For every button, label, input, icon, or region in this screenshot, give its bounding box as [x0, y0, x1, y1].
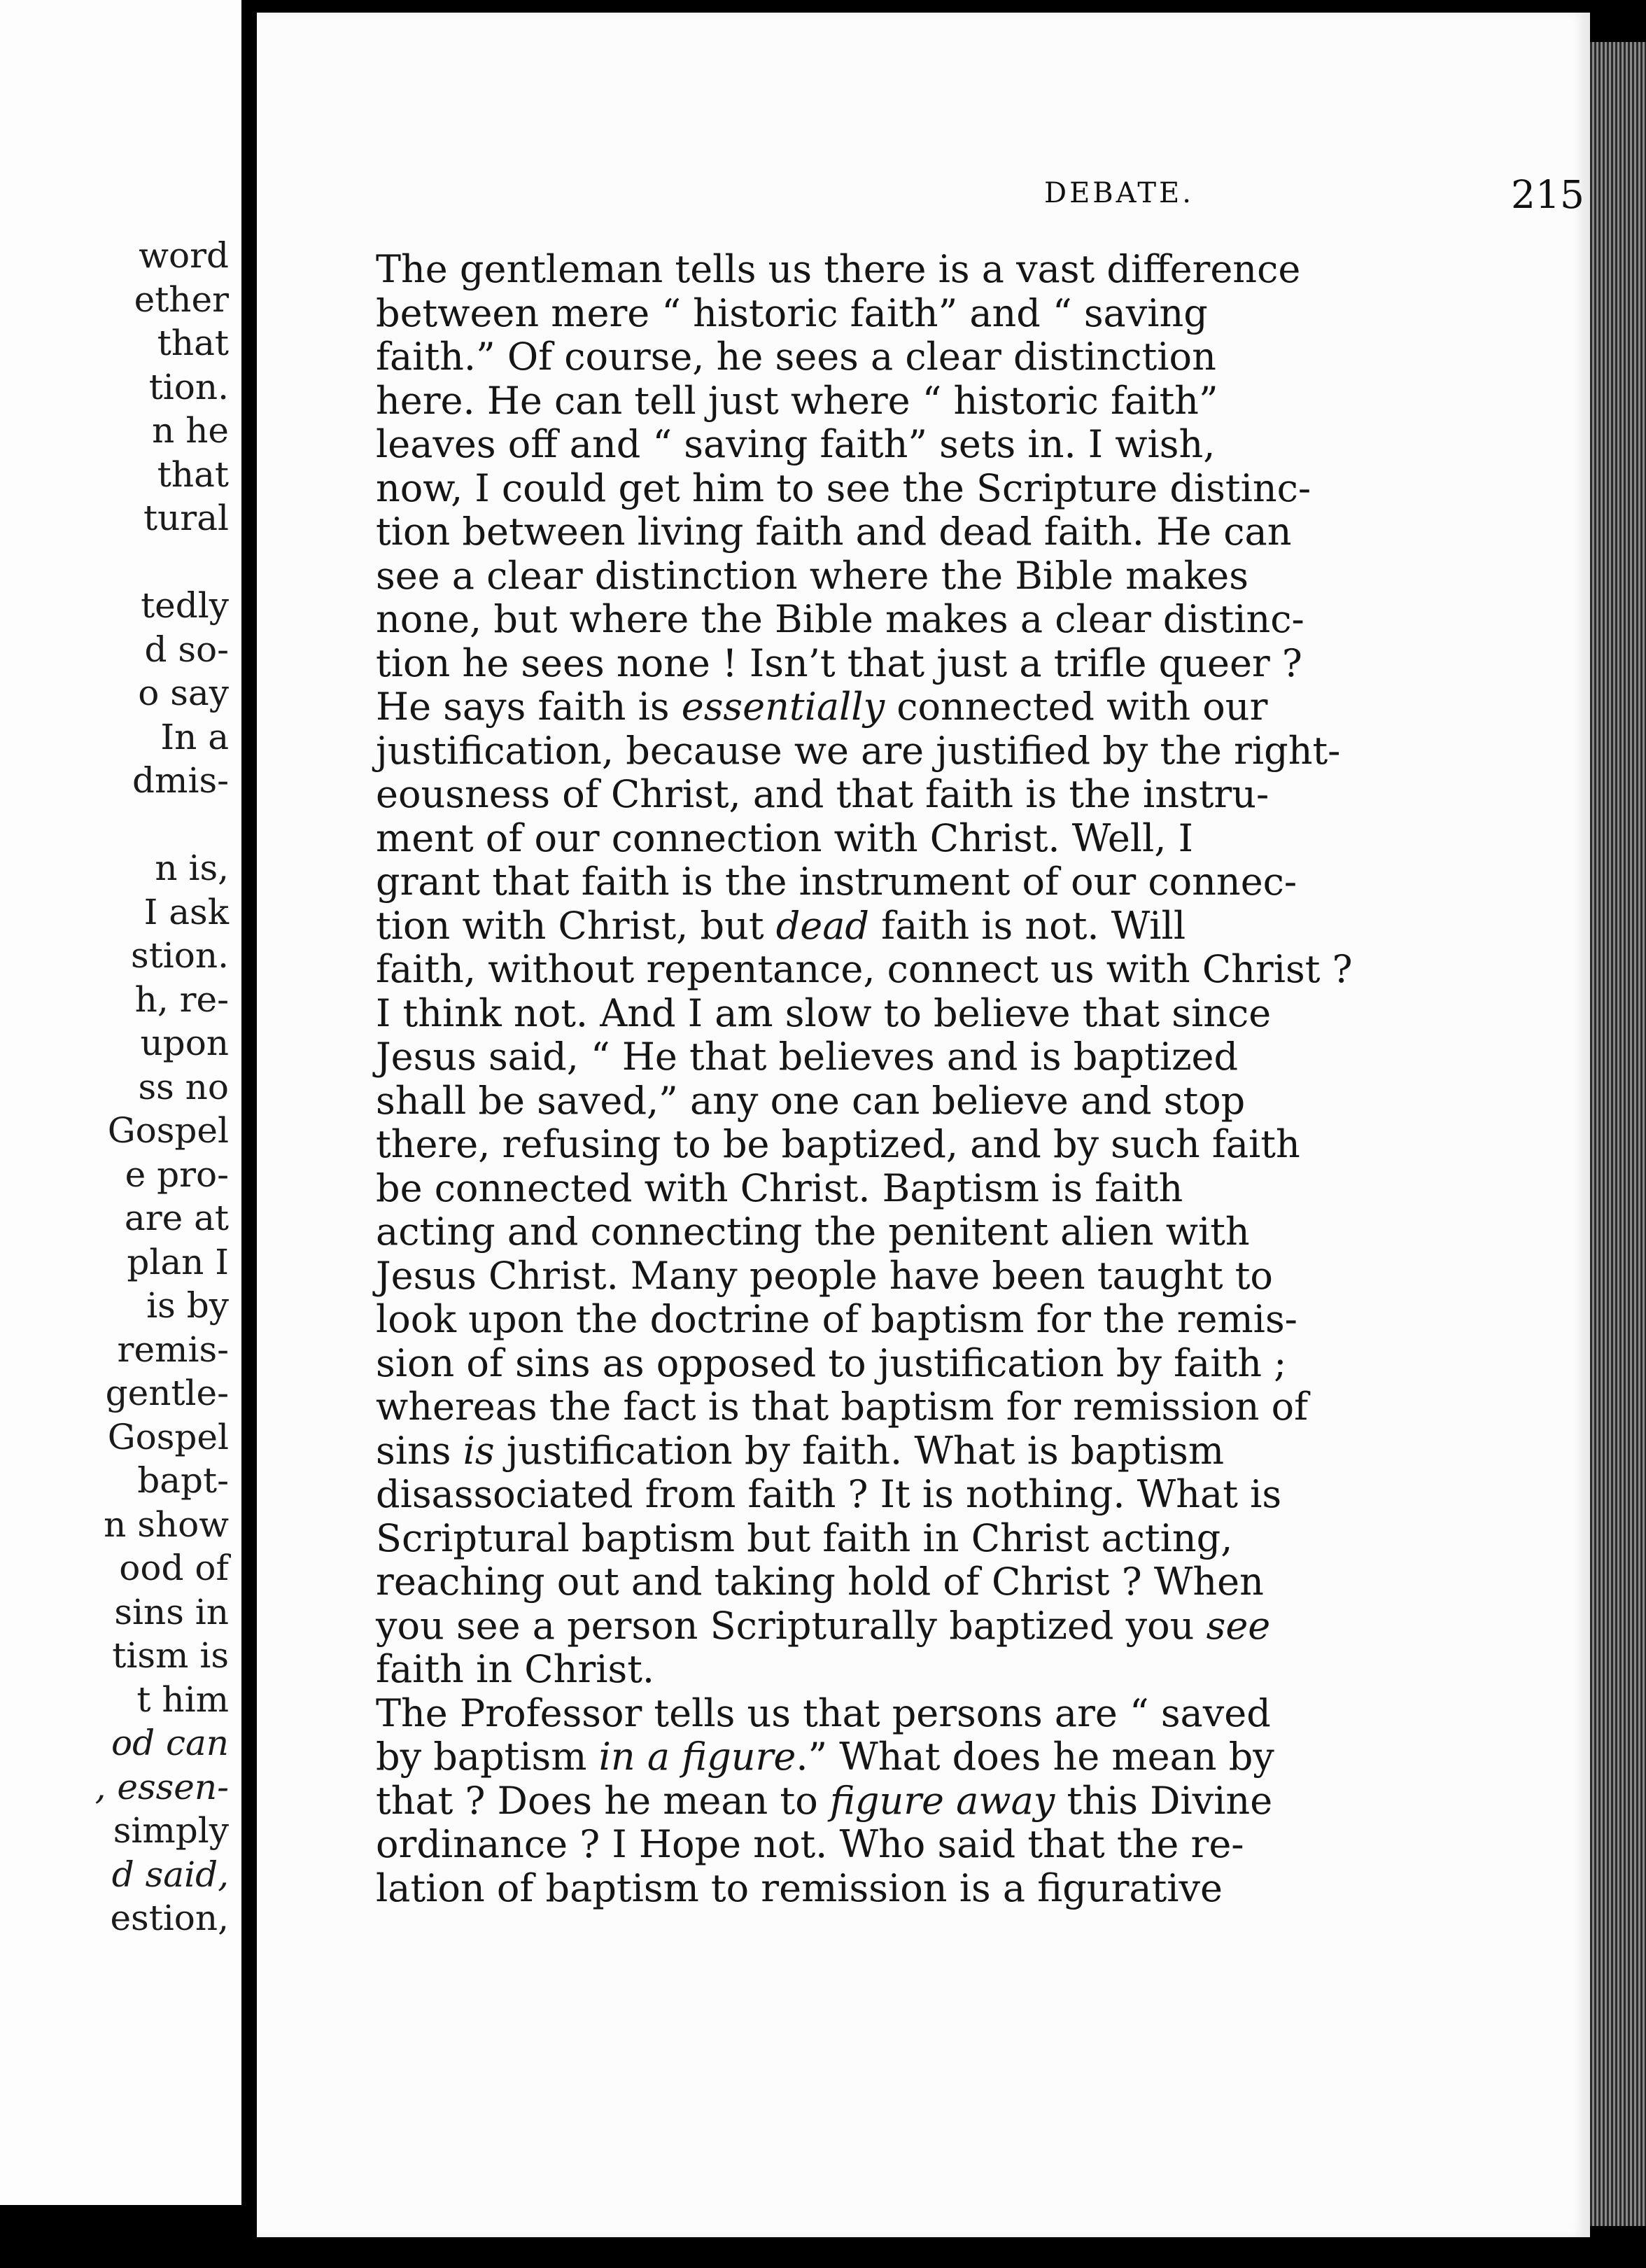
italic-run: dead	[775, 903, 869, 948]
text-line: faith.” Of course, he sees a clear distinction	[376, 335, 1216, 379]
text-line: acting and connecting the penitent alien with	[376, 1210, 1250, 1254]
left-page-fragment: dmis-	[132, 760, 229, 801]
left-page-fragment: t him	[136, 1679, 229, 1720]
left-page-fragment: e pro-	[125, 1154, 229, 1195]
book-gutter	[241, 0, 257, 2268]
text-line: here. He can tell just where “ historic faith”	[376, 378, 1218, 423]
text-line: now, I could get him to see the Scripture distinc-	[376, 465, 1311, 510]
text-line: sins is justification by faith. What is baptism	[376, 1428, 1225, 1473]
left-page-fragment: h, re-	[134, 979, 229, 1020]
text-line: faith, without repentance, connect us with Christ ?	[376, 947, 1353, 991]
left-page-fragment: is by	[146, 1285, 229, 1326]
left-page-fragment: Gospel	[107, 1416, 229, 1457]
text-line: be connected with Christ. Baptism is faith	[376, 1166, 1183, 1210]
text-line: grant that faith is the instrument of our connec-	[376, 860, 1297, 904]
left-page-fragment: estion,	[110, 1898, 229, 1938]
left-page-fragment: n is,	[155, 848, 229, 888]
left-page-fragment: Gospel	[107, 1110, 229, 1151]
text-line: Scriptural baptism but faith in Christ acting,	[376, 1516, 1233, 1560]
text-line: eousness of Christ, and that faith is the instru-	[376, 772, 1269, 816]
text-line: leaves off and “ saving faith” sets in. I wish,	[376, 422, 1216, 466]
left-page-fragment: tion.	[148, 366, 229, 407]
left-page-fragment: word	[139, 235, 229, 276]
italic-run: see	[1206, 1603, 1271, 1648]
text-line: disassociated from faith ? It is nothing. What is	[376, 1472, 1282, 1516]
left-page-fragment: , essen-	[94, 1766, 229, 1807]
text-line: tion he sees none ! Isn’t that just a trifle queer ?	[376, 640, 1302, 685]
left-page-fragment: o say	[138, 673, 229, 713]
text-line: tion between living faith and dead faith. He can	[376, 510, 1292, 554]
left-page-fragment: I ask	[143, 891, 229, 932]
italic-run: figure away	[829, 1778, 1055, 1823]
text-line: between mere “ historic faith” and “ saving	[376, 290, 1208, 335]
left-page-fragment: that	[157, 323, 229, 363]
text-line: none, but where the Bible makes a clear distinc-	[376, 597, 1304, 641]
left-page-fragment: d said,	[111, 1854, 229, 1895]
text-line: He says faith is essentially connected with our	[376, 685, 1268, 729]
text-line: that ? Does he mean to figure away this Divine	[376, 1778, 1273, 1823]
left-page-fragment: ood of	[119, 1548, 229, 1588]
text-line: look upon the doctrine of baptism for the remis-	[376, 1297, 1297, 1341]
text-line: I think not. And I am slow to believe that since	[376, 990, 1272, 1035]
italic-run: in a figure	[598, 1735, 796, 1779]
left-page-fragment: tedly	[141, 585, 229, 626]
left-page-fragment: gentle-	[105, 1373, 229, 1413]
left-page-fragment: stion.	[131, 935, 229, 976]
text-line: sion of sins as opposed to justification by faith ;	[376, 1340, 1287, 1385]
left-page-fragment: od can	[111, 1723, 229, 1763]
left-page-fragment: plan I	[127, 1241, 229, 1282]
text-line: lation of baptism to remission is a figurative	[376, 1865, 1223, 1910]
text-line: justification, because we are justified by the right-	[376, 728, 1341, 773]
left-page-fragment: ether	[134, 279, 229, 320]
left-page-fragment: that	[157, 454, 229, 495]
text-line: The gentleman tells us there is a vast difference	[376, 247, 1301, 291]
left-page-fragment: d so-	[144, 629, 229, 670]
left-page-fragment: n show	[104, 1504, 229, 1545]
text-line: faith in Christ.	[376, 1647, 655, 1691]
text-line: The Professor tells us that persons are “ saved	[376, 1690, 1271, 1735]
text-line: tion with Christ, but dead faith is not. Will	[376, 903, 1186, 948]
page-edges	[1590, 42, 1646, 2226]
left-page-fragment: remis-	[117, 1329, 229, 1370]
left-page	[0, 0, 241, 2205]
running-head: DEBATE.	[1044, 177, 1194, 209]
left-page-fragment: are at	[124, 1198, 229, 1238]
text-line: there, refusing to be baptized, and by such faith	[376, 1122, 1300, 1166]
italic-run: essentially	[681, 685, 885, 729]
text-line: shall be saved,” any one can believe and stop	[376, 1078, 1246, 1123]
left-page-fragment: ss no	[138, 1066, 229, 1107]
left-page-fragment: sins in	[114, 1591, 229, 1632]
left-page-fragment: bapt-	[137, 1460, 229, 1501]
page-number: 215	[1511, 172, 1584, 217]
text-line: whereas the fact is that baptism for remission of	[376, 1385, 1309, 1429]
text-line: by baptism in a figure.” What does he mean by	[376, 1735, 1274, 1779]
text-line: Jesus said, “ He that believes and is baptized	[376, 1035, 1239, 1079]
text-line: Jesus Christ. Many people have been taught to	[376, 1253, 1273, 1298]
text-line: see a clear distinction where the Bible makes	[376, 553, 1248, 598]
left-page-fragment: tism is	[112, 1635, 229, 1676]
left-page-fragment: In a	[160, 716, 229, 757]
text-line: you see a person Scripturally baptized you see	[376, 1603, 1271, 1648]
left-page-fragment: upon	[140, 1023, 229, 1063]
left-page-fragment: tural	[143, 498, 229, 538]
text-line: ment of our connection with Christ. Well, I	[376, 816, 1193, 860]
left-page-fragment: n he	[152, 410, 229, 451]
italic-run: is	[463, 1428, 495, 1473]
text-line: ordinance ? I Hope not. Who said that the re-	[376, 1822, 1244, 1866]
left-page-fragment: simply	[113, 1810, 229, 1851]
right-page	[257, 13, 1590, 2237]
text-line: reaching out and taking hold of Christ ? When	[376, 1560, 1264, 1604]
